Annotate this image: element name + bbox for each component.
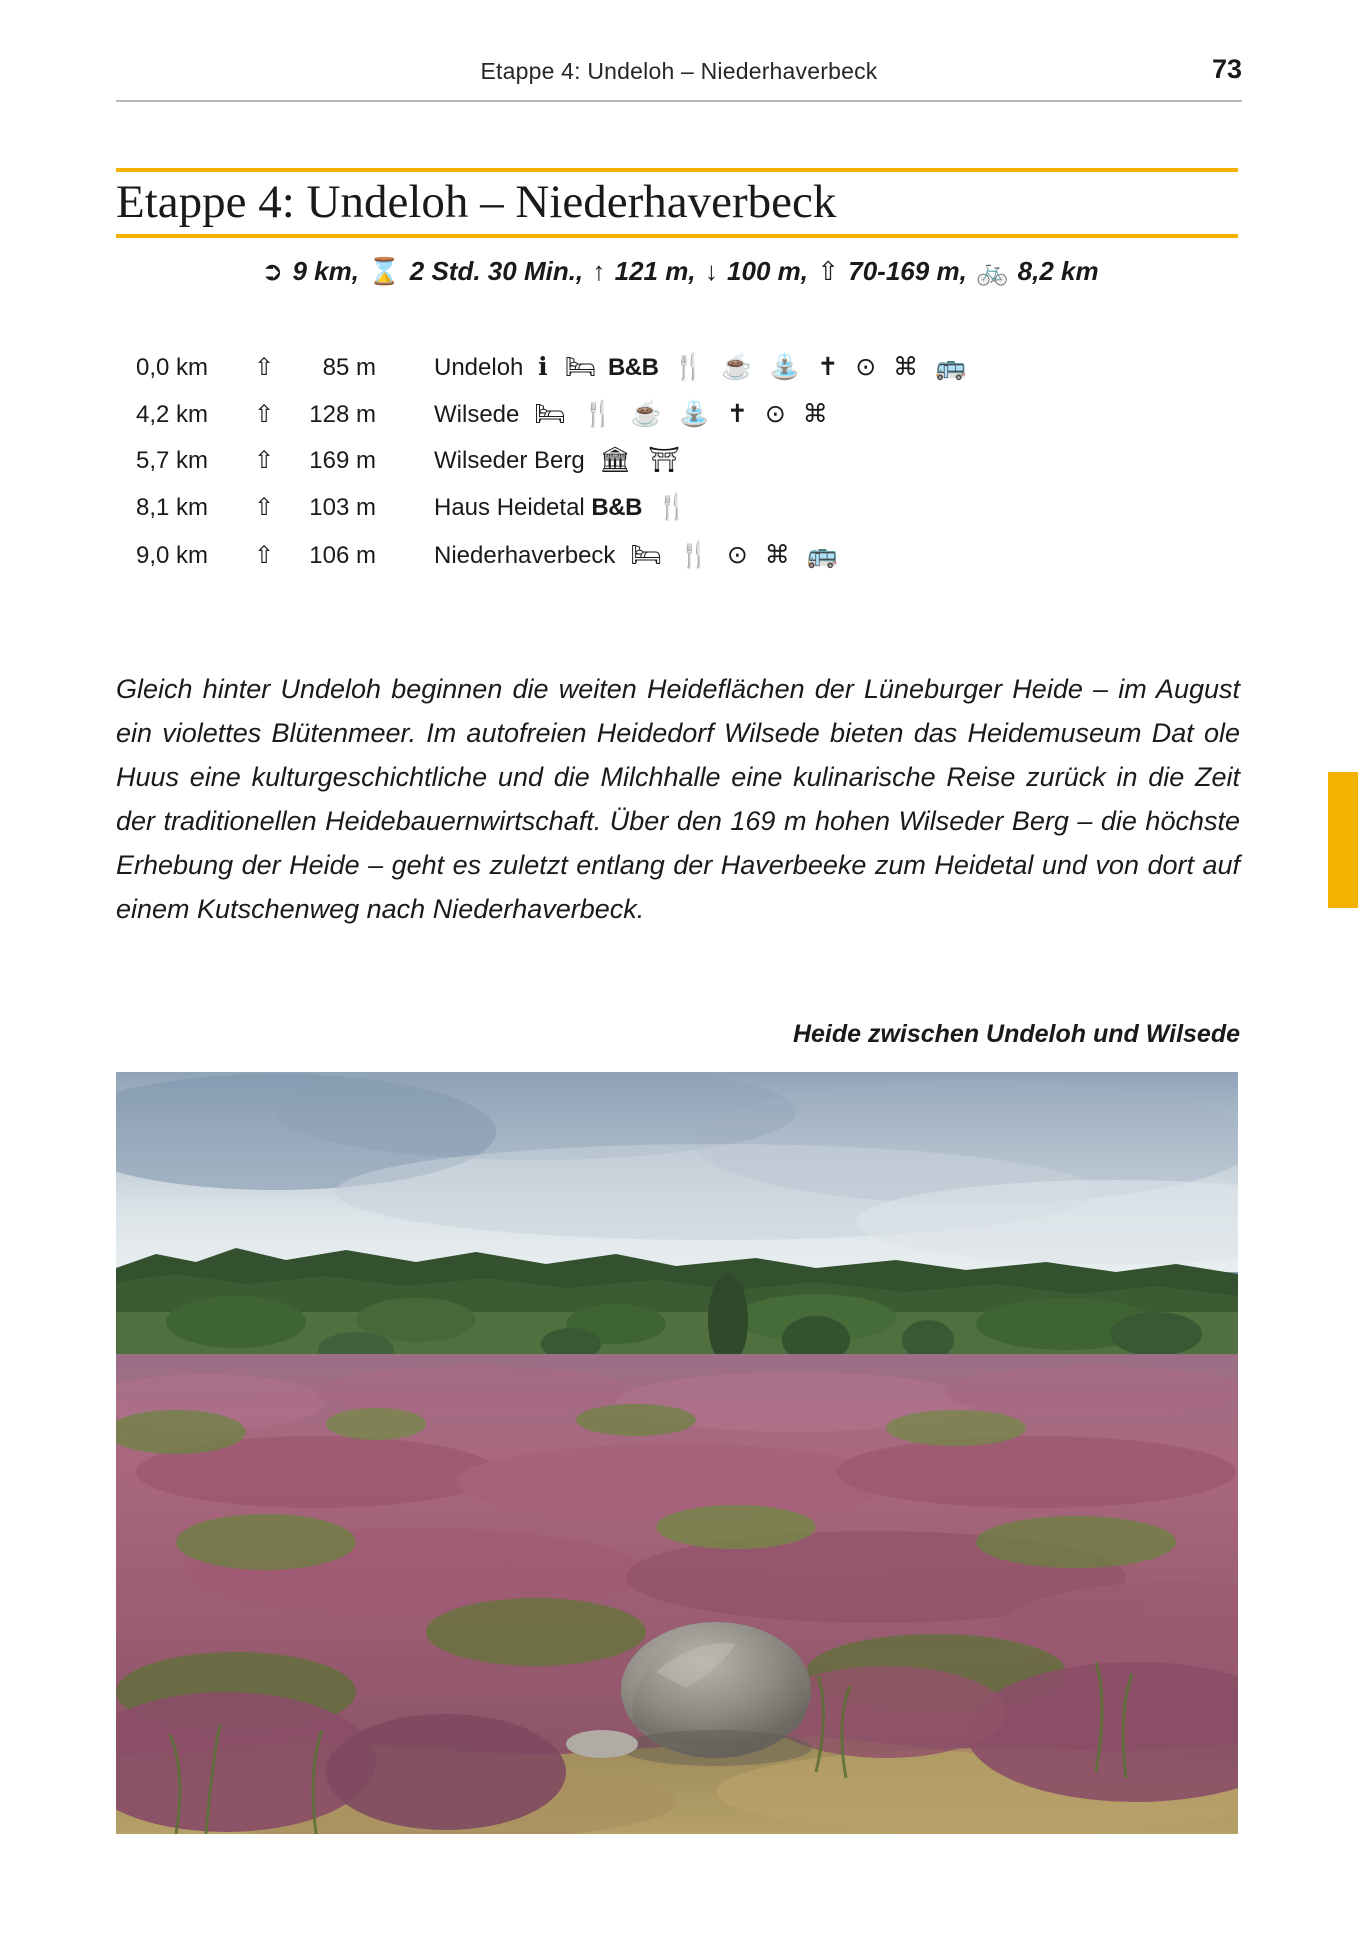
header-title: Etappe 4: Undeloh – Niederhaverbeck (480, 58, 878, 84)
heath-landscape-photo (116, 1072, 1238, 1834)
waypoint-altitude (254, 541, 404, 570)
waypoint-name-cell (404, 352, 971, 382)
page-number: 73 (1211, 54, 1242, 84)
summary-duration: 2 Std. 30 Min., (409, 256, 584, 286)
summary-altitude-range: 70-169 m, (848, 256, 967, 286)
altitude-icon: ⇧ (254, 447, 275, 474)
waypoint-icons: 🛏 🍴 ⊙ ⌘ 🚌 (630, 541, 843, 569)
waypoint-icons: 🛏 🍴 ☕ ⛲ ✝ ⊙ ⌘ (534, 400, 833, 428)
altitude-value: 169 m (309, 447, 376, 474)
waypoint-name: Undeloh (434, 354, 524, 381)
summary-descent: 100 m, (727, 256, 808, 286)
waypoint-distance: 0,0 km (136, 354, 209, 381)
arrow-up-icon: ↑ (592, 256, 606, 286)
waypoint-name-cell (404, 399, 833, 429)
altitude-icon: ⇧ (817, 256, 840, 286)
waypoint-name-cell (404, 493, 693, 522)
summary-bike-distance: 8,2 km (1017, 256, 1099, 286)
altitude-value: 103 m (309, 494, 376, 521)
waypoint-name-cell (404, 446, 685, 475)
bicycle-icon: 🚲 (976, 256, 1009, 286)
waypoint-name: Haus Heidetal (434, 494, 585, 521)
altitude-value: 128 m (309, 401, 376, 428)
table-row (136, 352, 1216, 399)
altitude-icon: ⇧ (254, 354, 275, 381)
table-row (136, 399, 1216, 446)
altitude-icon: ⇧ (254, 542, 275, 569)
waypoint-distance: 8,1 km (136, 494, 209, 521)
bnb-badge: B&B (607, 354, 659, 381)
altitude-icon: ⇧ (254, 401, 275, 428)
table-row (136, 446, 1216, 493)
summary-distance: 9 km, (292, 256, 359, 286)
waypoint-name-cell (404, 540, 843, 570)
waypoint-distance: 5,7 km (136, 447, 209, 474)
waypoint-altitude (254, 400, 404, 429)
altitude-value: 85 m (322, 354, 376, 381)
waypoint-table (136, 352, 1216, 587)
chapter-thumb-tab (1328, 772, 1358, 908)
waypoint-name: Wilsede (434, 401, 520, 428)
altitude-icon: ⇧ (254, 494, 275, 521)
arrow-down-icon: ↓ (704, 256, 718, 286)
waypoint-name: Niederhaverbeck (434, 542, 616, 569)
table-row (136, 540, 1216, 587)
waypoint-altitude (254, 446, 404, 475)
waypoint-altitude (254, 353, 404, 382)
waypoint-distance: 9,0 km (136, 542, 209, 569)
stage-summary (116, 256, 1242, 287)
altitude-value: 106 m (309, 542, 376, 569)
table-row (136, 493, 1216, 540)
header-divider (116, 100, 1242, 102)
waypoint-icons: 🍴 ☕ ⛲ ✝ ⊙ ⌘ 🚌 (673, 353, 972, 381)
intro-paragraph: Gleich hinter Undeloh beginnen die weiten Heideflächen der Lüneburger Heide – im August ein violettes Blütenmeer. Im autofreien Heidedorf Wilsede bieten das Heidemuseum Dat ole Huus eine kulturgeschichtliche und die Milchhalle eine kulinarische Reise zurück in die Zeit der traditionellen Heidebauernwirtschaft. Über den 169 m hohen Wilseder Berg – die höchste Erhebung der Heide – geht es zuletzt entlang der Haverbeeke zum Heidetal und von dort auf einem Kutschenweg nach Niederhaverbeck. (116, 674, 1240, 924)
page-title: Etappe 4: Undeloh – Niederhaverbeck (116, 176, 837, 228)
bnb-badge: B&B (591, 494, 642, 521)
page-running-header (116, 54, 1242, 85)
waypoint-icons-leading: ℹ 🛏 (538, 353, 602, 381)
summary-ascent: 121 m, (614, 256, 696, 286)
photo-caption: Heide zwischen Undeloh und Wilsede (792, 1020, 1240, 1048)
photo-illustration (116, 1072, 1238, 1834)
hourglass-icon: ⌛ (368, 256, 401, 286)
title-rule-bottom (116, 234, 1238, 238)
waypoint-distance: 4,2 km (136, 401, 209, 428)
waypoint-name: Wilseder Berg (434, 447, 585, 474)
waypoint-icons: 🍴 (656, 493, 693, 521)
route-icon: ➲ (261, 256, 284, 286)
waypoint-icons: 🏛 ⛩ (599, 446, 685, 474)
waypoint-altitude (254, 493, 404, 522)
